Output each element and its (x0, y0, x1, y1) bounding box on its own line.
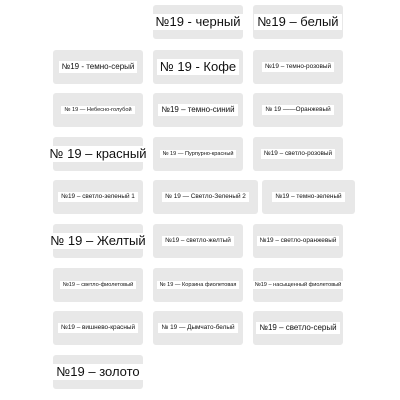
swatch-tile-black[interactable] (153, 5, 243, 39)
swatch-label: №19 – светло-зеленый 1 (58, 192, 138, 201)
swatch-label: № 19 ——Оранжевый (262, 105, 333, 114)
swatch-tile-light-green-1[interactable] (53, 180, 143, 214)
swatch-tile-coffee[interactable] (153, 50, 243, 84)
swatch-label: №19 – насыщенный фиолетовый (252, 281, 345, 289)
swatch-label: №19 – светло-фиолетовый (60, 281, 136, 289)
swatch-label: № 19 – Желтый (47, 233, 148, 250)
swatch-label: №19 - черный (153, 14, 244, 31)
swatch-label: №19 – золото (53, 364, 142, 381)
swatch-tile-light-orange[interactable] (253, 224, 343, 258)
swatch-tile-white[interactable] (253, 5, 343, 39)
swatch-tile-light-gray[interactable] (253, 311, 343, 345)
swatch-tile-cherry-red[interactable] (53, 311, 143, 345)
swatch-label: № 19 — Светло-Зеленый 2 (162, 192, 249, 201)
swatch-label: №19 – светло-серый (256, 322, 339, 333)
swatch-tile-dark-pink[interactable] (253, 50, 343, 84)
swatch-label: №19 – вишнево-красный (58, 323, 138, 332)
swatch-label: №19 – светло-розовый (261, 149, 335, 158)
swatch-label: №19 – белый (254, 14, 341, 31)
swatch-label: №19 – темно-синий (158, 104, 237, 115)
swatch-tile-yellow[interactable] (50, 224, 146, 258)
swatch-tile-sky-blue[interactable] (53, 93, 143, 127)
swatch-tile-rich-violet[interactable] (253, 268, 343, 302)
swatch-tile-dark-gray[interactable] (53, 50, 143, 84)
swatch-tile-basket-violet[interactable] (153, 268, 243, 302)
swatch-label: №19 – темно-зеленый (272, 192, 344, 201)
swatch-label: № 19 - Кофе (157, 59, 239, 76)
swatch-tile-dark-blue[interactable] (153, 93, 243, 127)
swatch-label: №19 – светло-желтый (162, 236, 234, 245)
swatch-tile-light-pink[interactable] (253, 137, 343, 171)
swatch-tile-orange[interactable] (253, 93, 343, 127)
swatch-tile-gold[interactable] (53, 355, 143, 389)
swatch-label: № 19 – красный (47, 146, 150, 163)
swatch-label: № 19 — Корзина фиолетовая (157, 281, 240, 289)
swatch-tile-light-yellow[interactable] (153, 224, 243, 258)
swatch-label: № 19 — Небесно-голубой (61, 106, 134, 114)
swatch-tile-purple-red[interactable] (153, 137, 243, 171)
swatch-tile-red[interactable] (49, 137, 147, 171)
swatch-label: № 19 — Дымчато-белый (158, 323, 237, 332)
swatch-label: №19 – светло-оранжевый (257, 236, 340, 245)
swatch-label: №19 - темно-серый (59, 61, 138, 72)
swatch-tile-dark-green[interactable] (262, 180, 355, 214)
swatch-tile-smoky-white[interactable] (153, 311, 243, 345)
swatch-label: № 19 — Пурпурно-красный (160, 150, 237, 158)
swatch-tile-light-green-2[interactable] (153, 180, 258, 214)
swatch-tile-light-violet[interactable] (53, 268, 143, 302)
swatch-label: №19 – темно-розовый (262, 62, 334, 71)
